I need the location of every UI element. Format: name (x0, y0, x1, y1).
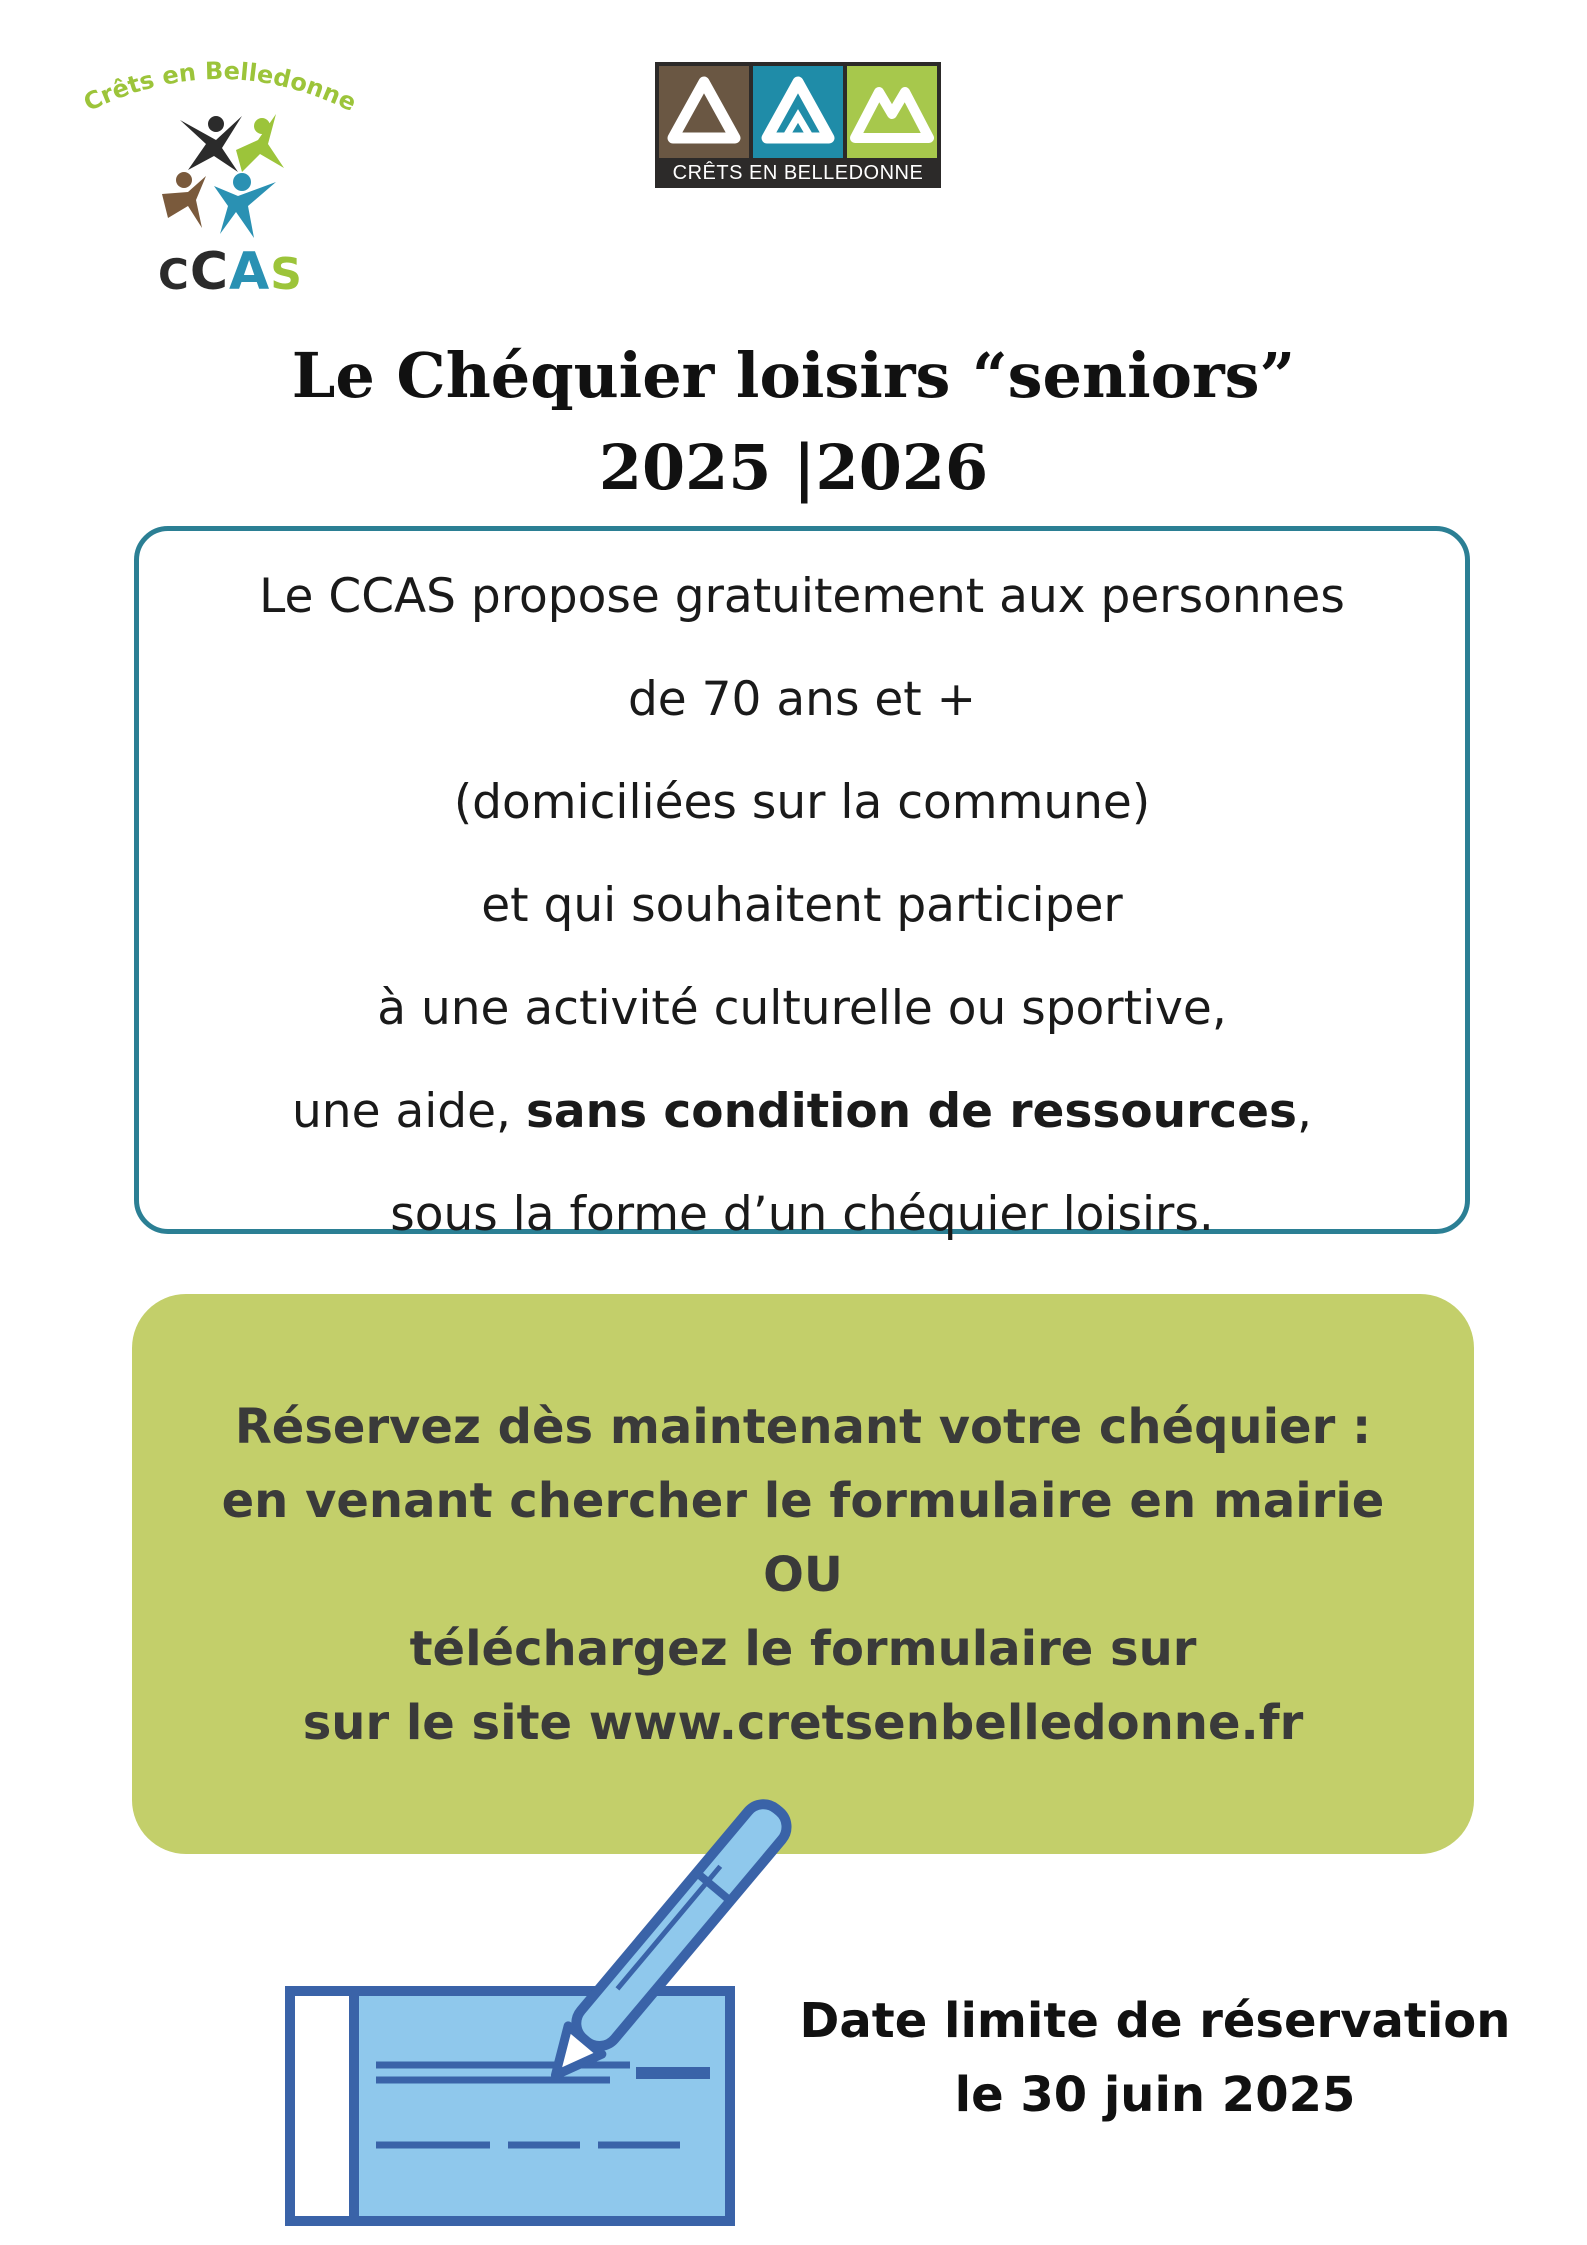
commune-name: CRÊTS EN BELLEDONNE (672, 162, 924, 184)
mountain-peaks-icon (847, 66, 937, 158)
ccas-logo (70, 50, 370, 302)
info-line-7: sous la forme d’un chéquier loisirs. (390, 1187, 1214, 1242)
reservation-line-1: Réservez dès maintenant votre chéquier : (234, 1399, 1372, 1455)
info-line-6 (139, 1060, 1465, 1163)
info-line-3: (domiciliées sur la commune) (453, 775, 1151, 830)
info-box (134, 526, 1470, 1242)
ccas-wordmark (158, 242, 303, 302)
mountain-peaks-icon (753, 66, 843, 158)
ccas-letter-2: C (189, 242, 229, 302)
info-line-6-start: une aide, (292, 1084, 526, 1139)
ccas-letter-1: C (158, 250, 190, 299)
svg-text:Crêts en Belledonne (79, 57, 360, 117)
reservation-deadline (790, 1984, 1520, 2132)
commune-logo (655, 62, 941, 188)
title-line-2: 2025 |2026 (598, 431, 989, 504)
info-line-2: de 70 ans et + (627, 672, 977, 727)
reservation-box (132, 1294, 1474, 1854)
mountain-peaks-icon (659, 66, 749, 158)
ccas-letter-3: A (229, 242, 271, 302)
title-line-1: Le Chéquier loisirs “seniors” (291, 339, 1296, 412)
reservation-line-2: en venant chercher le formulaire en mairie (221, 1473, 1385, 1529)
info-line-5: à une activité culturelle ou sportive, (377, 981, 1227, 1036)
commune-logo-tiles (659, 66, 937, 158)
cheque-with-pen-icon (280, 1795, 850, 2235)
info-line-6-end: , (1297, 1084, 1312, 1139)
ccas-arc-label: Crêts en Belledonne (79, 56, 361, 117)
reservation-website: sur le site www.cretsenbelledonne.fr (302, 1695, 1304, 1751)
people-figures-icon (158, 110, 288, 240)
reservation-line-3: OU (763, 1547, 843, 1603)
ccas-letter-4: S (270, 249, 303, 300)
reservation-line-4: téléchargez le formulaire sur (409, 1621, 1197, 1677)
no-income-condition-emphasis: sans condition de ressources (525, 1084, 1298, 1139)
deadline-line-1: Date limite de réservation (799, 1993, 1511, 2049)
info-line-1: Le CCAS propose gratuitement aux personnes (259, 569, 1345, 624)
info-line-4: et qui souhaitent participer (481, 878, 1123, 933)
page-title (0, 330, 1587, 514)
deadline-date: le 30 juin 2025 (954, 2067, 1356, 2123)
